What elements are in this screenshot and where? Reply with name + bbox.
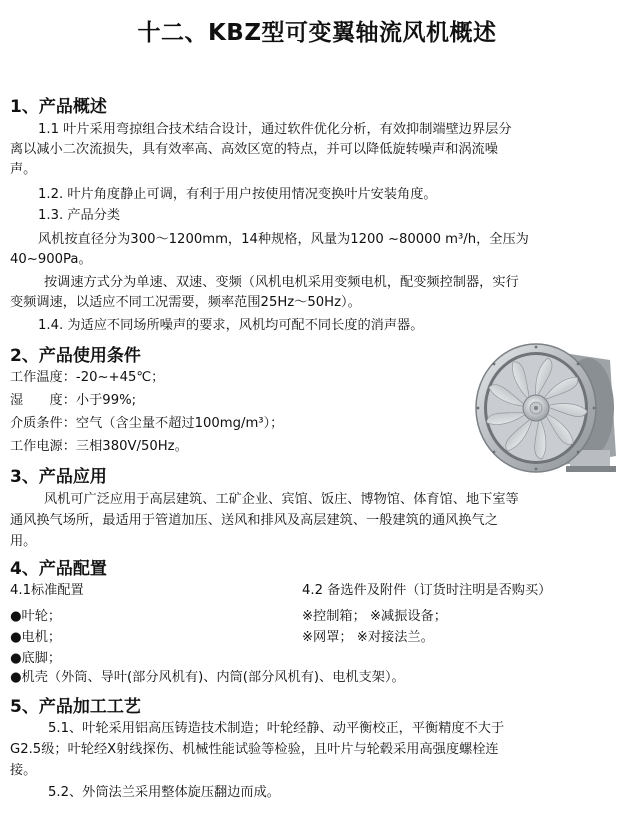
sec2-medium: 介质条件：空气（含尘量不超过100mg/m³）； <box>10 416 284 431</box>
axial-fan-image <box>470 338 628 480</box>
sec1-para5-line2: 变频调速，以适应不同工况需要，频率范围25Hz～50Hz）。 <box>10 295 361 310</box>
sec2-temperature: 工作温度：-20~+45℃； <box>10 370 165 385</box>
sec1-para2: 1.2. 叶片角度静止可调，有利于用户按使用情况变换叶片安装角度。 <box>38 187 437 202</box>
sec2-power: 工作电源：三相380V/50Hz。 <box>10 439 188 454</box>
sec1-para1-line3: 声。 <box>10 162 37 177</box>
standard-item: ●电机； <box>10 630 62 645</box>
sec1-para5-line1: 按调速方式分为单速、双速、变频（风机电机采用变频电机，配变频控制器，实行 <box>44 275 519 290</box>
section-3-heading: 3、产品应用 <box>10 467 107 487</box>
optional-item: ※控制箱； ※减振设备； <box>302 609 447 624</box>
section-1-heading: 1、产品概述 <box>10 97 107 117</box>
standard-item: ●机壳（外筒、导叶(部分风机有)、内筒(部分风机有)、电机支架）。 <box>10 670 405 685</box>
section-5-heading: 5、产品加工工艺 <box>10 697 141 717</box>
sec5-para1-line3: 接。 <box>10 763 37 778</box>
sec3-line3: 用。 <box>10 534 37 549</box>
sec1-para1-line2: 离以减小二次流损失，具有效率高、高效区宽的特点，并可以降低旋转噪声和涡流噪 <box>10 142 498 157</box>
standard-item: ●底脚； <box>10 651 62 666</box>
sec1-para4-line2: 40~900Pa。 <box>10 252 92 267</box>
sec3-line1: 风机可广泛应用于高层建筑、工矿企业、宾馆、饭庄、博物馆、体育馆、地下室等 <box>44 492 519 507</box>
sec5-para2: 5.2、外筒法兰采用整体旋压翻边而成。 <box>48 785 280 800</box>
sec1-para3: 1.3. 产品分类 <box>38 208 121 223</box>
sec1-para1-line1: 1.1 叶片采用弯掠组合技术结合设计，通过软件优化分析，有效抑制端壁边界层分 <box>38 122 512 137</box>
section-2-heading: 2、产品使用条件 <box>10 346 141 366</box>
sec1-para4-line1: 风机按直径分为300～1200mm，14种规格，风量为1200 ~80000 m³/h，全压为 <box>38 232 529 247</box>
sec5-para1-line2: G2.5级；叶轮经X射线探伤、机械性能试验等检验，且叶片与轮毂采用高强度螺栓连 <box>10 742 499 757</box>
sec5-para1-line1: 5.1、叶轮采用铝高压铸造技术制造；叶轮经静、动平衡校正，平衡精度不大于 <box>48 721 505 736</box>
standard-item: ●叶轮； <box>10 609 62 624</box>
section-4-heading: 4、产品配置 <box>10 559 107 579</box>
optional-config-title: 4.2 备选件及附件（订货时注明是否购买） <box>302 583 552 598</box>
optional-item: ※网罩； ※对接法兰。 <box>302 630 434 645</box>
page-title: 十二、KBZ型可变翼轴流风机概述 <box>137 20 497 46</box>
standard-config-title: 4.1标准配置 <box>10 583 84 598</box>
sec2-humidity: 湿 度：小于99%; <box>10 393 137 408</box>
sec1-para6: 1.4. 为适应不同场所噪声的要求，风机均可配不同长度的消声器。 <box>38 318 424 333</box>
sec3-line2: 通风换气场所，最适用于管道加压、送风和排风及高层建筑、一般建筑的通风换气之 <box>10 513 498 528</box>
